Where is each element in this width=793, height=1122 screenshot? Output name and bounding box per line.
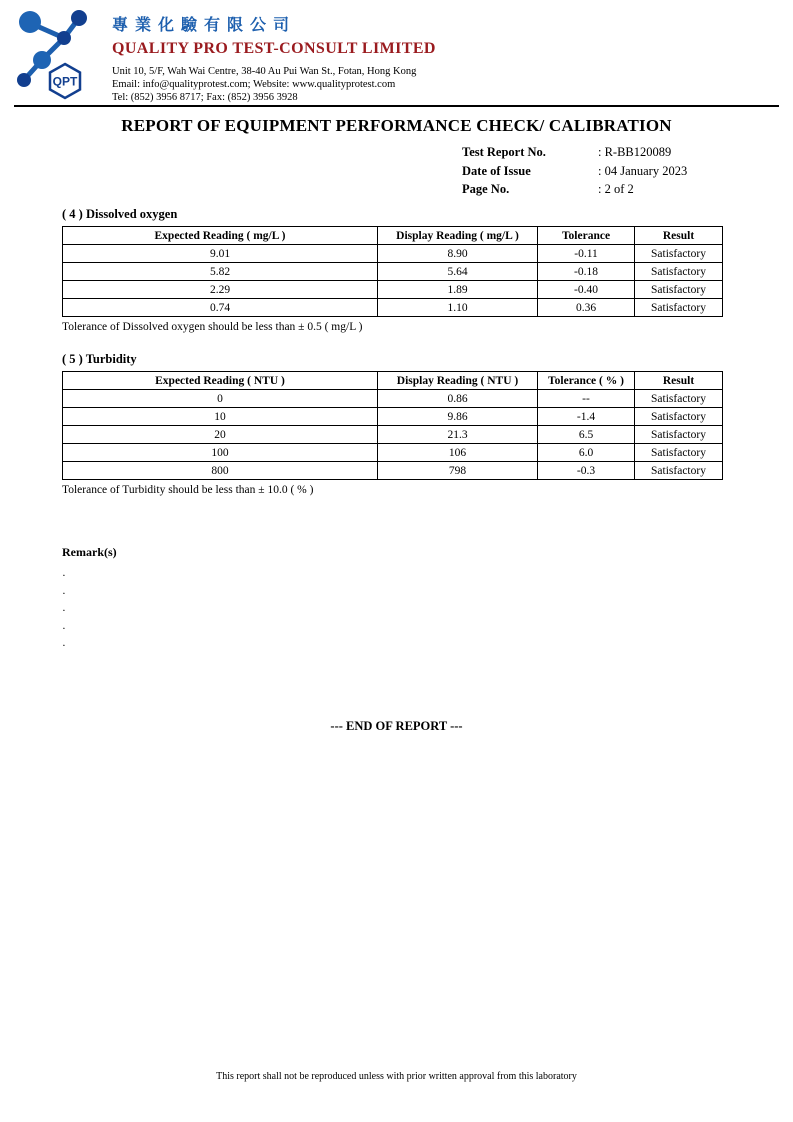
company-email-website: Email: info@qualityprotest.com; Website: www.qualityprotest.com xyxy=(112,79,396,90)
company-contact-block xyxy=(112,65,436,104)
table-body xyxy=(63,390,723,480)
remark-item xyxy=(62,603,732,621)
table-row xyxy=(63,263,723,281)
remarks-section xyxy=(62,545,732,656)
report-info-value: : R-BB120089 xyxy=(598,145,672,159)
table-body xyxy=(63,245,723,317)
footer-disclaimer: This report shall not be reproduced unless with prior written approval from this laboratory xyxy=(216,1071,577,1082)
cell-tolerance: 6.0 xyxy=(538,444,635,462)
remark-item xyxy=(62,586,732,604)
cell-expected: 100 xyxy=(63,444,378,462)
company-chinese-name: 專業化驗有限公司 xyxy=(112,17,297,34)
cell-display: 5.64 xyxy=(378,263,538,281)
report-info-row xyxy=(462,162,687,181)
report-info-label: Page No. xyxy=(462,182,510,196)
col-header-expected: Expected Reading ( mg/L ) xyxy=(63,227,378,245)
company-logo-icon xyxy=(12,8,102,105)
cell-tolerance: 6.5 xyxy=(538,426,635,444)
table-row xyxy=(63,281,723,299)
cell-tolerance: -0.11 xyxy=(538,245,635,263)
cell-display: 106 xyxy=(378,444,538,462)
cell-tolerance: -- xyxy=(538,390,635,408)
table-header-row xyxy=(63,372,723,390)
table-row xyxy=(63,299,723,317)
section-heading: ( 5 ) Turbidity xyxy=(62,352,137,366)
cell-display: 798 xyxy=(378,462,538,480)
table-row xyxy=(63,390,723,408)
section-turbidity xyxy=(62,352,722,496)
company-tel-fax: Tel: (852) 3956 8717; Fax: (852) 3956 3928 xyxy=(112,92,298,103)
table-row xyxy=(63,444,723,462)
table-row xyxy=(63,462,723,480)
cell-expected: 20 xyxy=(63,426,378,444)
report-info-value: : 2 of 2 xyxy=(598,182,634,196)
col-header-display: Display Reading ( mg/L ) xyxy=(378,227,538,245)
dissolved-oxygen-table xyxy=(62,226,723,317)
cell-result: Satisfactory xyxy=(635,390,723,408)
cell-tolerance: -0.3 xyxy=(538,462,635,480)
cell-display: 21.3 xyxy=(378,426,538,444)
cell-expected: 2.29 xyxy=(63,281,378,299)
report-info-value: : 04 January 2023 xyxy=(598,163,688,178)
section-dissolved-oxygen xyxy=(62,207,722,333)
cell-result: Satisfactory xyxy=(635,263,723,281)
report-title: REPORT OF EQUIPMENT PERFORMANCE CHECK/ CALIBRATION xyxy=(121,116,672,135)
report-info-row xyxy=(462,180,687,199)
cell-display: 1.89 xyxy=(378,281,538,299)
report-info-label: Test Report No. xyxy=(462,145,546,159)
cell-expected: 9.01 xyxy=(63,245,378,263)
cell-display: 9.86 xyxy=(378,408,538,426)
cell-expected: 0.74 xyxy=(63,299,378,317)
remark-item xyxy=(62,621,732,639)
report-info-label: Date of Issue xyxy=(462,163,531,178)
col-header-result: Result xyxy=(635,372,723,390)
cell-result: Satisfactory xyxy=(635,462,723,480)
cell-display: 8.90 xyxy=(378,245,538,263)
cell-expected: 0 xyxy=(63,390,378,408)
logo-qpt-text: QPT xyxy=(52,74,78,89)
cell-display: 0.86 xyxy=(378,390,538,408)
col-header-tolerance: Tolerance ( % ) xyxy=(538,372,635,390)
cell-result: Satisfactory xyxy=(635,281,723,299)
header-divider xyxy=(14,105,779,107)
cell-tolerance: 0.36 xyxy=(538,299,635,317)
col-header-result: Result xyxy=(635,227,723,245)
remark-item xyxy=(62,568,732,586)
remark-item xyxy=(62,638,732,656)
cell-expected: 800 xyxy=(63,462,378,480)
remarks-heading: Remark(s) xyxy=(62,545,117,559)
turbidity-table xyxy=(62,371,723,480)
table-header-row xyxy=(63,227,723,245)
cell-result: Satisfactory xyxy=(635,245,723,263)
cell-result: Satisfactory xyxy=(635,426,723,444)
remarks-list xyxy=(62,568,732,656)
report-info-row xyxy=(462,143,687,162)
letterhead-text xyxy=(112,8,436,105)
report-info-block xyxy=(462,143,687,199)
company-name: QUALITY PRO TEST-CONSULT LIMITED xyxy=(112,40,436,57)
cell-display: 1.10 xyxy=(378,299,538,317)
table-row xyxy=(63,426,723,444)
letterhead xyxy=(12,8,436,105)
cell-tolerance: -0.18 xyxy=(538,263,635,281)
cell-expected: 10 xyxy=(63,408,378,426)
company-address: Unit 10, 5/F, Wah Wai Centre, 38-40 Au Pui Wan St., Fotan, Hong Kong xyxy=(112,66,417,77)
cell-result: Satisfactory xyxy=(635,408,723,426)
cell-tolerance: -0.40 xyxy=(538,281,635,299)
tolerance-note: Tolerance of Dissolved oxygen should be less than ± 0.5 ( mg/L ) xyxy=(62,321,363,333)
end-of-report-text: --- END OF REPORT --- xyxy=(330,719,463,733)
cell-tolerance: -1.4 xyxy=(538,408,635,426)
table-row xyxy=(63,408,723,426)
section-heading: ( 4 ) Dissolved oxygen xyxy=(62,207,178,221)
cell-result: Satisfactory xyxy=(635,444,723,462)
cell-result: Satisfactory xyxy=(635,299,723,317)
col-header-expected: Expected Reading ( NTU ) xyxy=(63,372,378,390)
table-row xyxy=(63,245,723,263)
col-header-display: Display Reading ( NTU ) xyxy=(378,372,538,390)
tolerance-note: Tolerance of Turbidity should be less than ± 10.0 ( % ) xyxy=(62,484,314,496)
col-header-tolerance: Tolerance xyxy=(538,227,635,245)
cell-expected: 5.82 xyxy=(63,263,378,281)
